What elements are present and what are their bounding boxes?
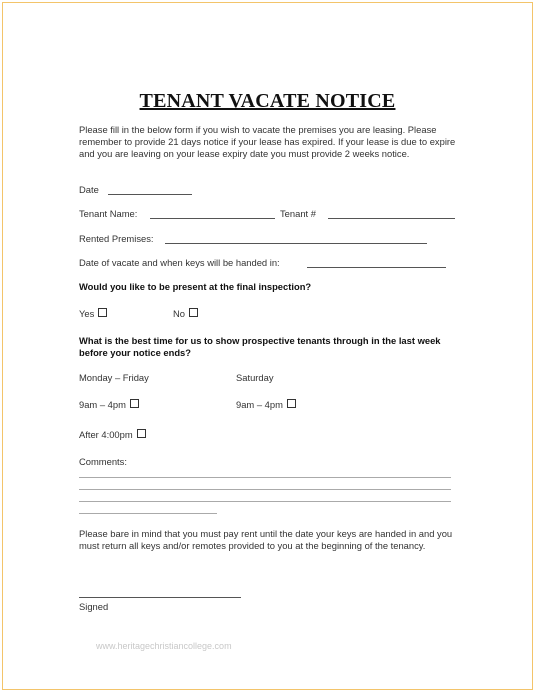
rented-premises-label: Rented Premises:	[79, 233, 154, 244]
inspection-no-option[interactable]	[173, 308, 198, 319]
watermark: www.heritagechristiancollege.com	[96, 641, 232, 651]
comments-line-2[interactable]	[79, 489, 451, 490]
tenant-number-label: Tenant #	[280, 208, 316, 219]
comments-line-3[interactable]	[79, 501, 451, 502]
saturday-time-option[interactable]	[236, 399, 296, 410]
inspection-yes-option[interactable]	[79, 308, 107, 319]
date-label: Date	[79, 184, 99, 195]
intro-text: Please fill in the below form if you wish to vacate the premises you are leasing. Please remember to provide 21 days notice if your lease has expired. If your lease is due to expire and you are leaving on your lease expiry date you must provide 2 weeks notice.	[79, 124, 456, 159]
date-field[interactable]	[108, 194, 192, 195]
tenant-name-label: Tenant Name:	[79, 208, 138, 219]
showing-question: What is the best time for us to show prospective tenants through in the last week before your notice ends?	[79, 335, 441, 358]
no-checkbox[interactable]	[189, 308, 198, 317]
comments-label: Comments:	[79, 456, 127, 467]
saturday-label: Saturday	[236, 372, 274, 383]
weekday-time-option[interactable]	[79, 399, 139, 410]
comments-line-4[interactable]	[79, 513, 217, 514]
weekday-time-label: 9am – 4pm	[79, 399, 126, 410]
after-hours-label: After 4:00pm	[79, 429, 133, 440]
vacate-date-field[interactable]	[307, 267, 446, 268]
after-hours-option[interactable]	[79, 429, 146, 440]
page-title: TENANT VACATE NOTICE	[139, 90, 396, 112]
comments-line-1[interactable]	[79, 477, 451, 478]
tenant-number-field[interactable]	[328, 218, 455, 219]
saturday-time-checkbox[interactable]	[287, 399, 296, 408]
yes-label: Yes	[79, 308, 95, 319]
tenant-name-field[interactable]	[150, 218, 275, 219]
saturday-time-label: 9am – 4pm	[236, 399, 283, 410]
rented-premises-field[interactable]	[165, 243, 427, 244]
signature-line[interactable]	[79, 597, 241, 598]
closing-paragraph: Please bare in mind that you must pay rent until the date your keys are handed in and you must return all keys and/or remotes provided to you at the beginning of the tenancy.	[79, 528, 453, 551]
yes-checkbox[interactable]	[98, 308, 107, 317]
vacate-date-label: Date of vacate and when keys will be handed in:	[79, 257, 280, 268]
no-label: No	[173, 308, 185, 319]
weekday-label: Monday – Friday	[79, 372, 149, 383]
inspection-question: Would you like to be present at the final inspection?	[79, 281, 312, 292]
weekday-time-checkbox[interactable]	[130, 399, 139, 408]
signed-label: Signed	[79, 601, 109, 612]
after-hours-checkbox[interactable]	[137, 429, 146, 438]
